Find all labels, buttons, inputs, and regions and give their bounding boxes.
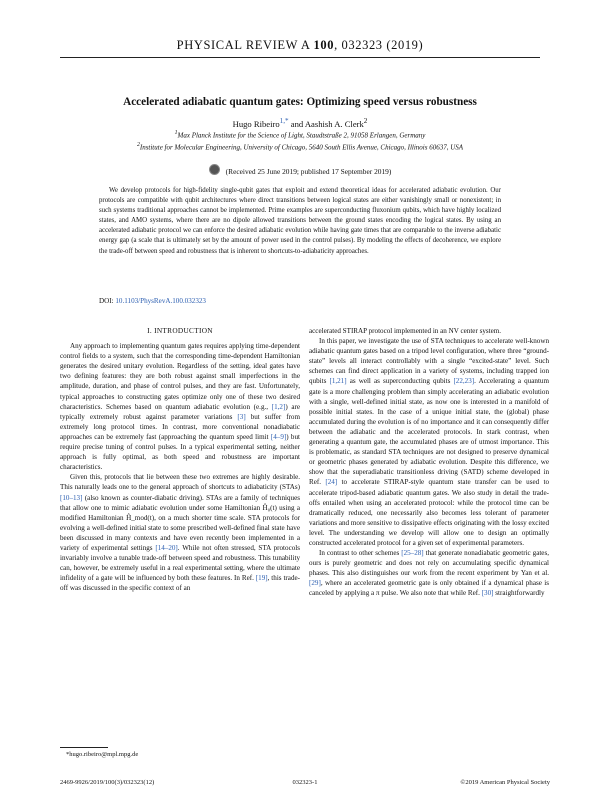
citation-link[interactable]: [10–13] [60, 493, 83, 502]
author-1: Hugo Ribeiro [232, 118, 280, 129]
citation-link[interactable]: [25–28] [401, 549, 424, 558]
affiliation-2: $^2$Institute for Molecular Engineering, University of Chicago, 5640 South Ellis Avenue, Chicago, Illinois 60637, USA [136, 142, 464, 152]
citation-link[interactable]: [14–20] [155, 543, 178, 552]
author-1-affil[interactable]: 1,* [279, 117, 289, 125]
column-right [309, 326, 549, 599]
paragraph-2: Given this, protocols that lie between these two extremes are highly desirable. This naturally leads one to the general approach of shortcuts to adiabaticity (STAs) [10–13] (also known as counter-diabatic driving). STAs are a family of techniques that allow one to mimic adiabatic evolution under some Hamiltonian Ĥ₀(t) using a modified Hamiltonian Ĥ_mod(t), on a much shorter time scale. STA protocols for evolving a well-defined initial state to some prescribed well-defined final state have been discussed in many contexts and have even recently been implemented in a variety of experimental settings [14–20]. While not often stressed, STA protocols invariably involve a tunable trade-off between speed and robustness. This tunability can, however, be extremely useful in a real experimental setting, where the ultimate infidelity of a gate will be influenced by both these features. In Ref. [19], this trade-off was discussed in the specific context of an [60, 473, 301, 593]
affiliation-1: $^1$Max Planck Institute for the Science of Light, Staudtstraße 2, 91058 Erlangen, Germany [174, 130, 426, 140]
footer-issn: 2469-9926/2019/100(3)/032323(12) [60, 779, 155, 786]
citation-link[interactable]: [1,21] [329, 377, 347, 386]
column-left [60, 326, 300, 593]
doi-line: DOI: 10.1103/PhysRevA.100.032323 [99, 297, 206, 305]
section-heading: I. INTRODUCTION [147, 326, 213, 335]
citation-link[interactable]: [29] [309, 579, 321, 588]
citation-link[interactable]: [1,2] [271, 402, 286, 411]
crossmark-icon[interactable] [209, 164, 220, 175]
footnote-email: *hugo.ribeiro@mpl.mpg.de [66, 751, 139, 758]
paper-title: Accelerated adiabatic quantum gates: Optimizing speed versus robustness [123, 96, 477, 108]
author-line [60, 117, 540, 129]
paragraph-4: In this paper, we investigate the use of STA techniques to accelerate well-known adiabatic quantum gates based on a tripod level configuration, where three “ground-state” levels all interact controllably with a single “excited-state” level. Such schemes can find direct application in a variety of systems, including trapped ion qubits [1,21] as well as superconducting qubits [22,23]. Accelerating a quantum gate is a more challenging problem than simply accelerating an adiabatic evolution with a single, well-defined initial state, as now one is interested in a manifold of possible initial states. In the case of a unique initial state, the (global) phase accumulated during the evolution is of no importance and it can consequently differ between the adiabatic and the accelerated protocols. In stark contrast, when generating a quantum gate, the accumulated phases are of utmost importance. This is problematic, as standard STA techniques are not designed to preserve dynamical or geometric phases generated by adiabatic evolution. Despite this difference, we show that the superadiabatic transitionless driving (SATD) scheme developed in Ref. [24] to accelerate STIRAP-style quantum state transfer can be used to accelerate tripod-based adiabatic quantum gates. We also study in detail the trade-offs entailed when using an accelerated protocol: while the protocol time can be dramatically reduced, one necessarily also becomes less tolerant of parameter variations and more sensitive to dissipative effects originating with the lossy excited level. The understanding we develop will allow one to design an optimally constructed accelerated protocol for a given set of experimental parameters. [309, 337, 550, 547]
footnote-rule [60, 747, 108, 748]
abstract: We develop protocols for high-fidelity single-qubit gates that exploit and extend theoretical ideas for accelerated adiabatic evolution. Our protocols are compatible with qubit architectures where direct transitions between logical states are either vanishingly small or nonexistent; in such systems traditional approaches cannot be implemented. Prime examples are superconducting fluxonium qubits, which have highly localized states, and AMO systems, where there are no dipole allowed transitions between the ground states encoding the logical states. By using an accelerated adiabatic protocol we can enforce the desired adiabatic evolution while having gate times that are comparable to the inverse adiabatic energy gap (a scale that is ultimately set by the amount of power used in the control pulses). By modeling the effects of decoherence, we explore the trade-off between speed and robustness that is inherent to shortcuts-to-adiabaticity approaches. [99, 187, 501, 255]
citation-link[interactable]: [4–9] [270, 432, 287, 441]
citation-link[interactable]: [19] [255, 574, 268, 583]
paragraph-5: In contrast to other schemes [25–28] that generate nonadiabatic geometric gates, ours is purely geometric and does not rely on accumulating specific dynamical phases. This also distinguishes our work from the recent experiment by Yan et al. [29], where an accelerated geometric gate is only obtained if a dynamical phase is canceled by applying a π pulse. We also note that while Ref. [30] straightforwardly [309, 549, 549, 598]
doi-link[interactable]: 10.1103/PhysRevA.100.032323 [115, 297, 206, 305]
citation-link[interactable]: [30] [481, 589, 494, 598]
journal-volume: 100 [313, 38, 335, 52]
author-2-affil: 2 [363, 117, 368, 125]
article-number: 032323 (2019) [341, 38, 424, 52]
author-2: and Aashish A. Clerk [290, 118, 364, 129]
received-dates: (Received 25 June 2019; published 17 September 2019) [60, 164, 540, 176]
footer-copyright: ©2019 American Physical Society [460, 779, 550, 786]
citation-link[interactable]: [24] [325, 478, 338, 487]
citation-link[interactable]: [3] [237, 412, 246, 421]
journal-name: PHYSICAL REVIEW A [176, 38, 310, 52]
header-rule [60, 57, 540, 58]
paragraph-1: Any approach to implementing quantum gates requires applying time-dependent control fields to a system, such that the corresponding time-dependent Hamiltonian generates the desired unitary evolution. Regardless of the setting, ideal gates have two defining features: they are both robust against small imperfections in the amplitude, duration, and phase of control pulses, and they are fast. Unfortunately, typical approaches to constructing gates optimize only one of these two desired characteristics. Schemes based on quantum adiabatic evolution (e.g., [1,2]) are typically extremely robust against parameter variations [3] but suffer from extremely long protocol times. In contrast, more conventional nonadiabatic approaches can be extremely fast (approaching the quantum speed limit [4–9]) but require precise tuning of control pulses. In a typical experimental setting, neither approach is fully optimal, as both speed and robustness are important characteristics. [60, 342, 300, 472]
paragraph-3: accelerated STIRAP protocol implemented in an NV center system. [309, 327, 502, 335]
citation-link[interactable]: [22,23] [453, 377, 475, 386]
running-header: PHYSICAL REVIEW A 100, 032323 (2019) [176, 38, 424, 52]
footer-page-number: 032323-1 [292, 779, 318, 786]
